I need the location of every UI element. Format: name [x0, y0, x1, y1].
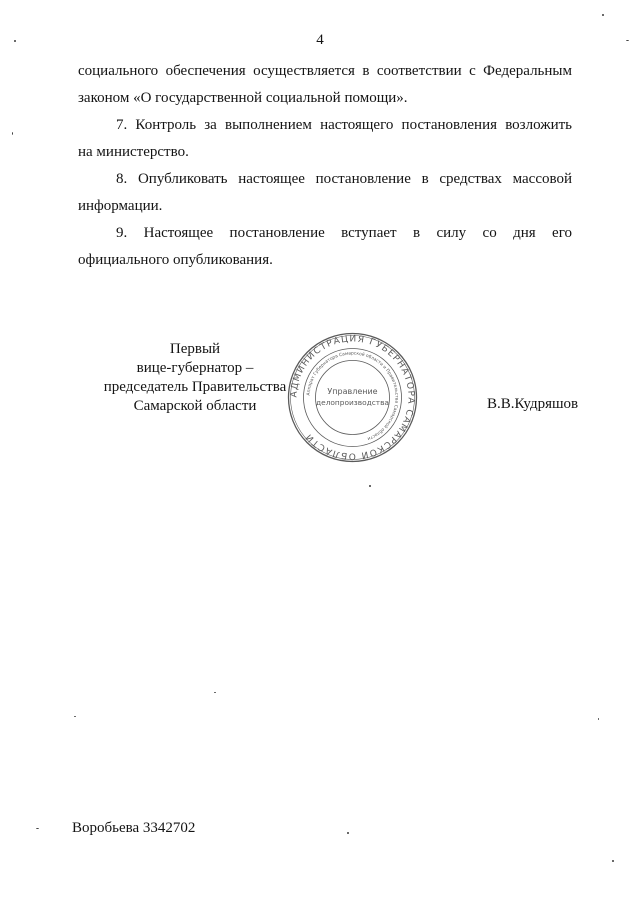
scan-speck	[626, 40, 629, 41]
paragraph-item-9	[78, 220, 572, 274]
scan-speck	[12, 132, 13, 135]
signatory-title-line: Первый	[169, 341, 221, 357]
scan-speck	[598, 718, 599, 720]
scan-speck	[602, 14, 604, 16]
signatory-title-line: председатель Правительства	[103, 379, 287, 395]
paragraph-item-8	[78, 166, 572, 220]
text-line: 8. Опубликовать настоящее постановление в средствах массовой	[116, 171, 572, 187]
scan-speck	[369, 485, 371, 487]
text-line: социального обеспечения осуществляется в соответствии с Федеральным	[78, 63, 572, 79]
scan-speck	[36, 828, 39, 829]
paragraph-continuation	[78, 58, 572, 112]
stamp-center-line: делопроизводства	[316, 398, 389, 407]
signatory-title	[100, 340, 290, 416]
text-line: 7. Контроль за выполнением настоящего постановления возложить	[116, 117, 572, 133]
signatory-title-line: вице-губернатор –	[136, 360, 254, 376]
signatory-title-line: Самарской области	[133, 398, 257, 414]
text-line: официального опубликования.	[78, 252, 273, 268]
scan-speck	[612, 860, 614, 862]
page-number: 4	[316, 32, 324, 48]
signer-name: В.В.Кудряшов	[487, 396, 579, 412]
stamp-outer-text: АДМИНИСТРАЦИЯ ГУБЕРНАТОРА САМАРСКОЙ ОБЛАСТИ	[289, 334, 416, 461]
text-line: информации.	[78, 198, 163, 214]
body-text	[78, 58, 572, 274]
scan-speck	[74, 716, 76, 717]
text-line: на министерство.	[78, 144, 189, 160]
executor-contact: Воробьева 3342702	[72, 820, 196, 836]
text-line: законом «О государственной социальной помощи».	[78, 90, 408, 106]
stamp-inner-ring-text: Аппарат Губернатора Самарской области и Правительства Самарской области	[306, 351, 399, 441]
scan-speck	[347, 832, 349, 834]
scan-speck	[14, 40, 16, 42]
stamp-center-line: Управление	[327, 387, 378, 396]
scan-speck	[214, 692, 216, 693]
paragraph-item-7	[78, 112, 572, 166]
official-seal-stamp	[285, 330, 420, 465]
text-line: 9. Настоящее постановление вступает в силу со дня его	[116, 225, 572, 241]
